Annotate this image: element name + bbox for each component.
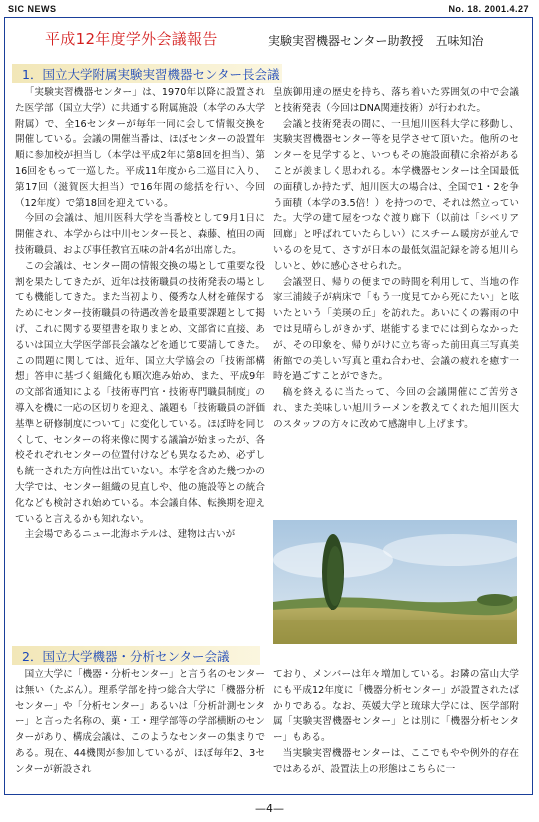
paragraph: 会議翌日、帰りの便までの時間を利用して、当地の作家三浦綾子が病床で「もう一度見てから死にたい」と呟いたという「美瑛の丘」を訪れた。あいにくの霧雨の中では見晴らしがきかず、堪能するまでには到らなかったが、その印象を、帰りがけに立ち寄った前田真三写真美術館での美しい写真と重ね合わせ、会議の疲れを癒す一時を過ごすことができた。 [273, 276, 519, 383]
section1-left-column [15, 85, 265, 543]
paragraph: 「実験実習機器センター」は、1970年以降に設置された医学部（国立大学）に共通する附属施設（本学のみ大学附属）で、全16センターが毎年一同に会して情報交換を開催している。会議の開催当番は、ほぼセンターの設置年順に参加校が担当し（本学は平成2年に第8回を担当）、第16回をもって一巡した。平成11年度から二巡目に入り、第17回（滋賀医大担当）で16年間の総括を行い、今回（12年度）で第18回を迎えている。 [15, 87, 265, 209]
paragraph: ており、メンバーは年々増加している。お隣の富山大学にも平成12年度に「機器分析センター」が設置されたばかりである。なお、英媛大学と琉球大学には、医学部附属「実験実習機器センター」とは別に「機器分析センター」もある。 [273, 669, 519, 744]
section2-right-column [273, 667, 519, 778]
section1-right-column [273, 85, 519, 433]
poplar-tree-field-image [273, 520, 517, 644]
section2-left-column [15, 667, 265, 778]
landscape-photo [273, 520, 517, 644]
paragraph: この会議は、センター間の情報交換の場として重要な役割を果たしてきたが、近年は技術職員の技術発表の場としても機能してきた。また当初より、優秀な人材を確保するためにセンター技術職員の待遇改善を最重要課題として掲げ、これに関する要望書を取りまとめ、文部省に直接、あるいは国立大学医学部長会議などを通じて要請してきた。この問題に関しては、近年、国立大学協会の「技術部構想」答申に基づく組織化も順次進み始め、また、平成9年の文部省通知による「技術専門官・技術専門職員制度」の導入を機に一応の区切りを迎え、議題も「技術職員の評価基準と研修制度について」に変化している。ほぼ時を同じくして、センターの将来像に関する議論が始まったが、各校それぞれセンターの位置付けなども異なるため、必ずしも統一された方向性は出ていない。本学を含めた幾つかの大学では、センター組織の見直しや、他の施設等との統合化なども検討され始めている。本会議自体、転換期を迎えていると言えるかも知れない。 [15, 260, 266, 525]
section1-heading: 1．国立大学附属実験実習機器センター長会議 [22, 67, 280, 82]
article-title: 平成12年度学外会議報告 [45, 30, 218, 48]
paragraph: 会議と技術発表の間に、一旦旭川医科大学に移動し、実験実習機器センター等を見学させて頂いた。他所のセンターを見学すると、いつもその施設面積に余裕があることが羨ましく思われる。本学機器センターは全国最低の面積しか持たず、旭川医大の場合は、全国で1・2を争う面積（本学の3.5倍！）を持つので、それは然立っていた。大学の建て屋をつなぐ渡り廊下（以前は「シベリア回廊」と呼ばれていたらしい）にスチーム暖房が並んでいるのを見て、さすが日本の最低気温記録を誇る旭川らしいと、妙に感心させられた。 [273, 118, 519, 272]
issue-number-date: No. 18. 2001.4.27 [448, 4, 529, 14]
page-number: —4— [255, 802, 284, 815]
newsletter-name: SIC NEWS [8, 4, 57, 14]
paragraph: 国立大学に「機器・分析センター」と言う名のセンターは無い（たぶん）。理系学部を持つ総合大学に「機器分析センター」や「分析センター」あるいは「分析計測センター」と言った名称の、菓・工・理学部等の学部横断のセンターがあり、構成会議は、このようなセンターの集まりである。現在、44機関が参加しているが、ほぼ毎年2、3センターが新設され [15, 669, 265, 775]
section2-heading: 2．国立大学機器・分析センター会議 [22, 649, 230, 664]
paragraph: 稿を終えるに当たって、今回の会議開催にご苦労され、また美味しい旭川ラーメンを教えてくれた旭川医大のスタッフの方々に改めて感謝申し上げます。 [273, 387, 519, 430]
paragraph: 当実験実習機器センターは、ここでもやや例外的存在ではあるが、設置法上の形態はこちらに一 [273, 747, 519, 775]
article-author: 実験実習機器センター助教授 五味知治 [268, 34, 484, 48]
paragraph: 主会場であるニュー北海ホテルは、建物は古いが [24, 529, 236, 541]
paragraph: 皇族御用達の歴史を持ち、落ち着いた雰囲気の中で会議と技術発表（今回はDNA関連技術）が行われた。 [273, 87, 519, 114]
paragraph: 今回の会議は、旭川医科大学を当番校として9月1日に開催され、本学からは中川センター長と、森藤、植田の両技術職員、および事任教官五味の計4名が出席した。 [15, 213, 265, 256]
